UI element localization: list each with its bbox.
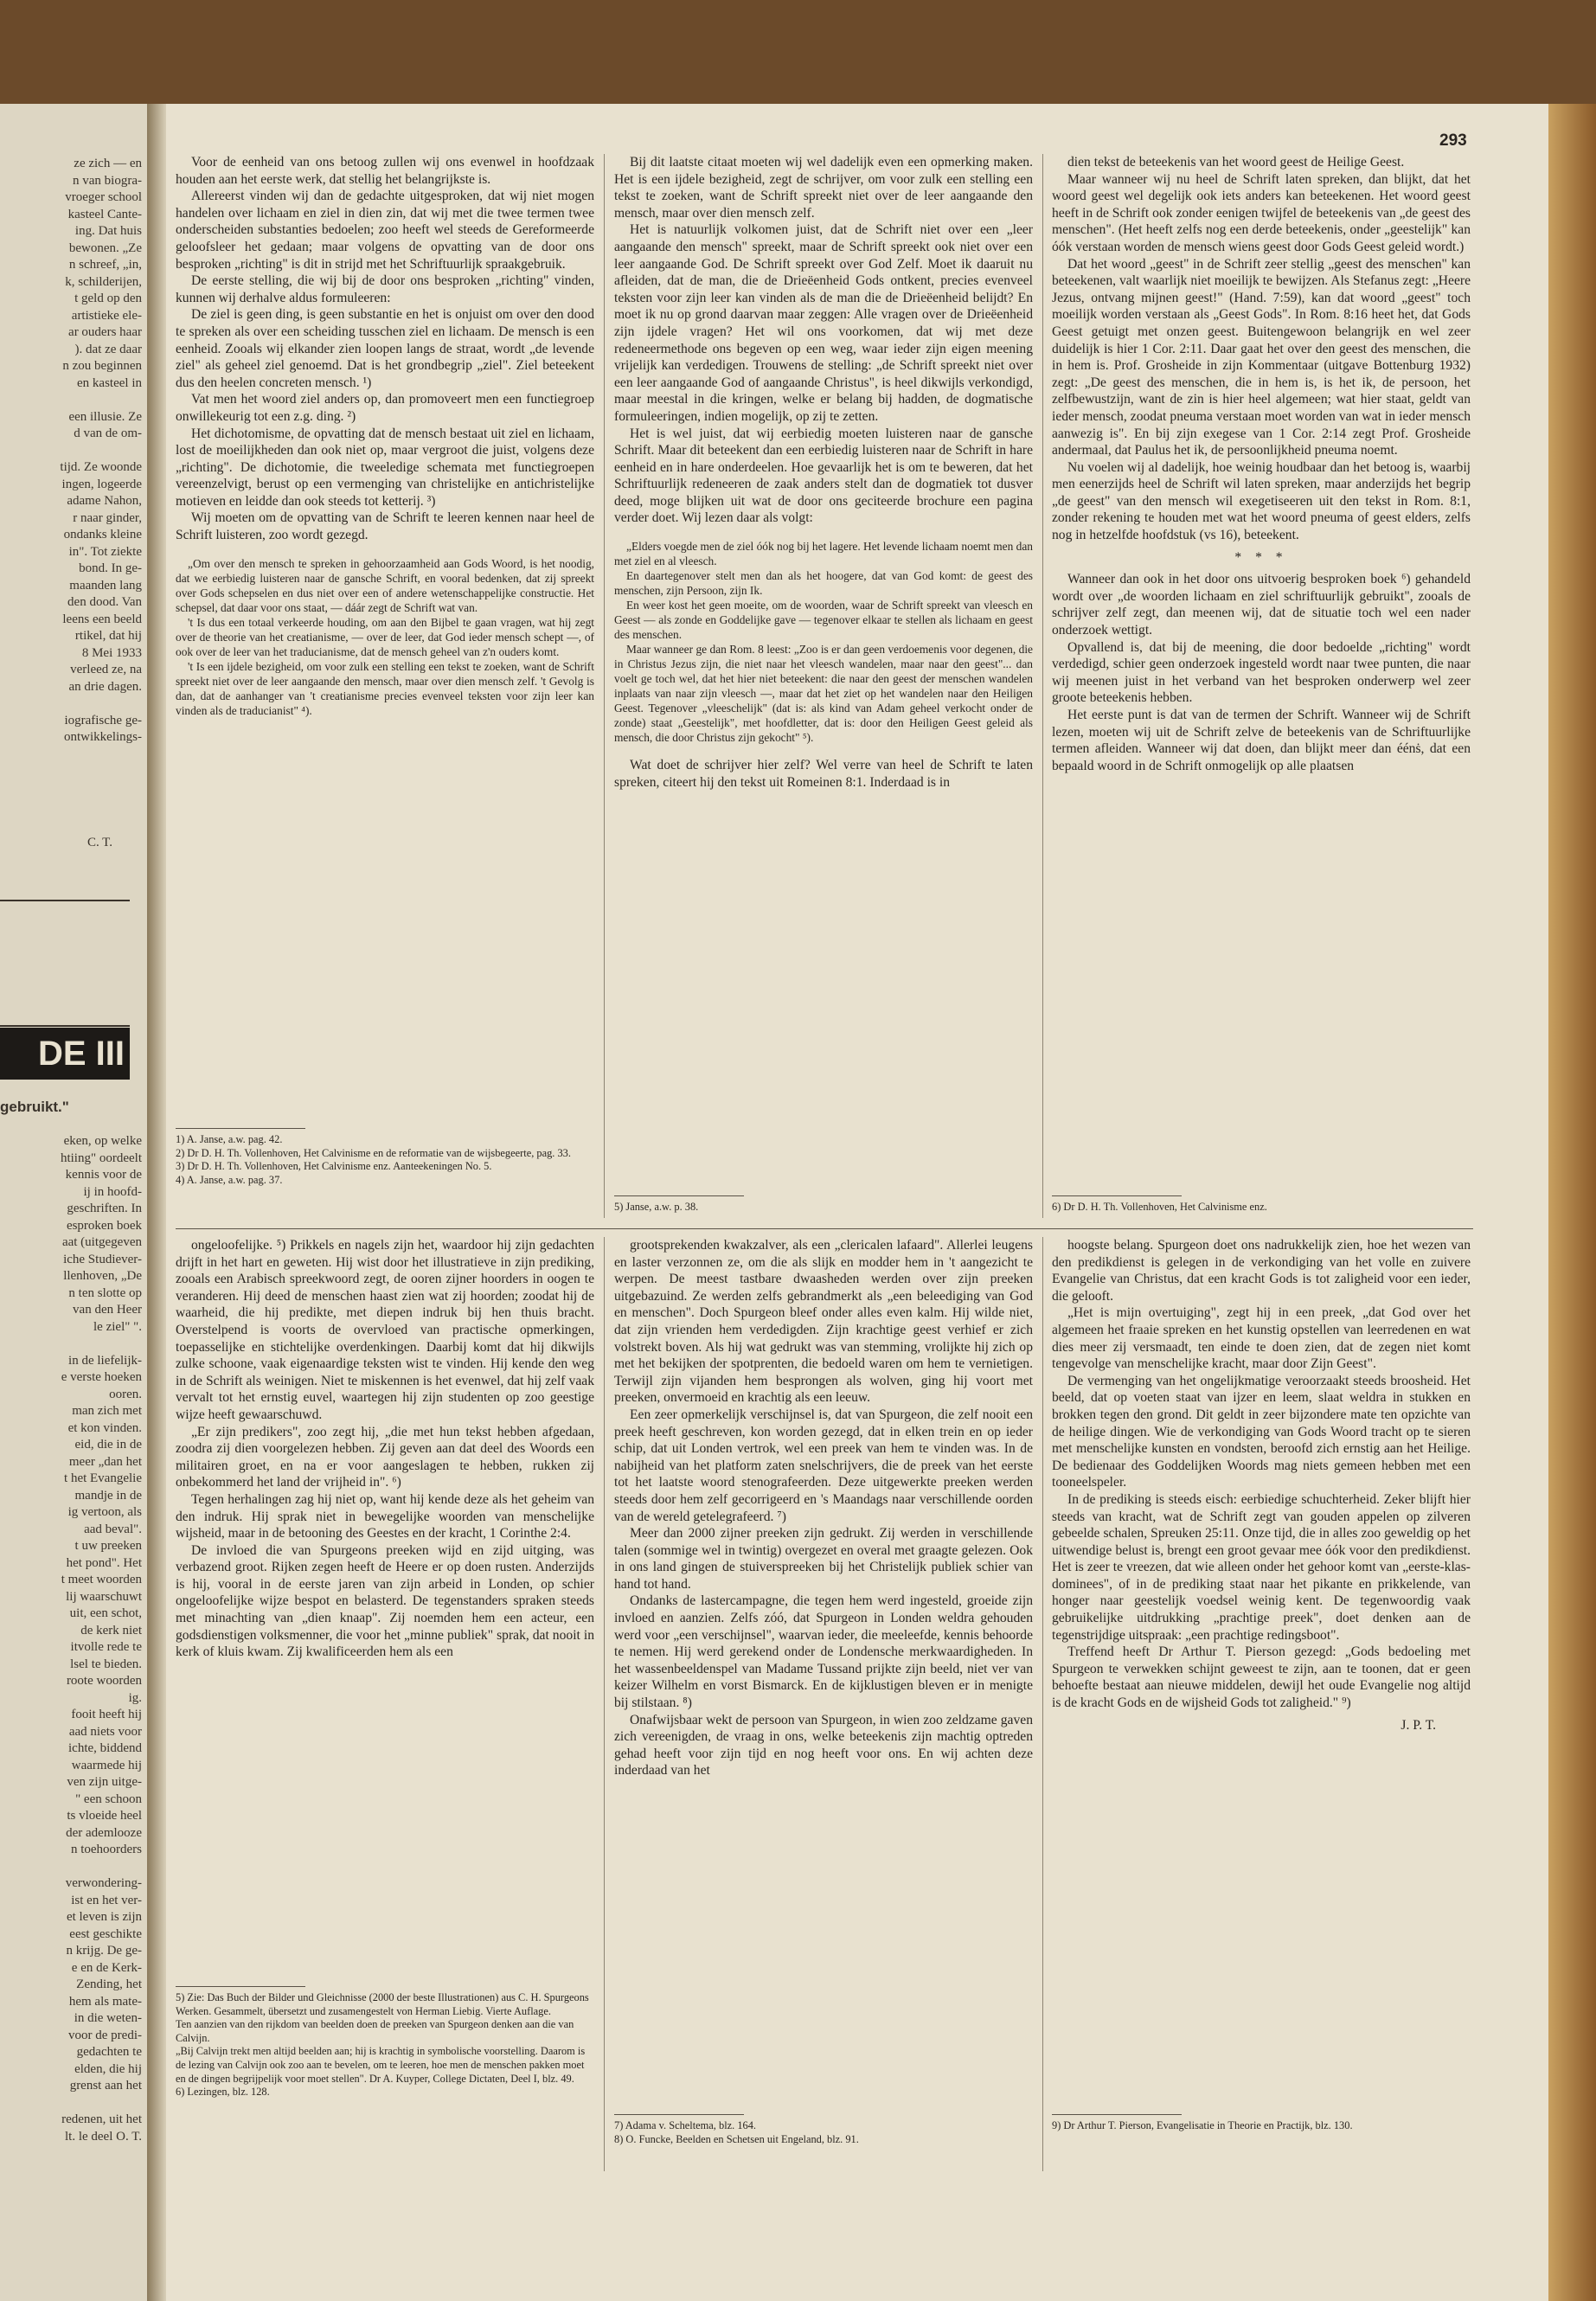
footnote: 4) A. Janse, a.w. pag. 37. xyxy=(176,1173,283,1186)
column-2-bottom-footnotes xyxy=(614,2119,1033,2146)
strip-text-top: ze zich — en n van biogra- vroeger school kasteel Cante- ing. Dat huis bewonen. „Ze n schreef, „in, k, schilderijen, t geld op den artistieke ele- ar ouders haar ). dat ze daar n zou beginnen en kasteel in een illusie. Ze d van de om- tijd. Ze woonde ingen, logeerde adame Nahon, r naar ginder, ondanks kleine in". Tot ziekte bond. In ge- maanden lang den dood. Van leens een beeld rtikel, dat hij 8 Mei 1933 verleed ze, na an drie dagen. iografische ge- ontwikkelings- xyxy=(60,157,142,744)
paragraph: Het dichotomisme, de opvatting dat de mensch bestaat uit ziel en lichaam, lost de moeilijkheden dan ook niet op, maar vergroot die juist, volgens deze „richting". De dichotomie, die tweeledige schemata met functiegroepen vereenzelvigt, berust op een vermenging van christelijke en antichristelijke motieven en leidde dan ook steeds tot ketterij. ³) xyxy=(176,426,594,509)
column-2-after-quote xyxy=(614,757,1033,791)
column-3-after-stars xyxy=(1052,571,1471,774)
paragraph: Meer dan 2000 zijner preeken zijn gedrukt. Zij werden in verschillende talen (sommige wel in twintig) overgezet en overal met graagte gelezen. Ook in ons land gingen de stuiverspreeken bij het Christelijk publiek schier van hand tot hand. xyxy=(614,1526,1033,1592)
footnote: 6) Dr D. H. Th. Vollenhoven, Het Calvinisme enz. xyxy=(1052,1201,1267,1213)
column-1-footnotes xyxy=(176,1133,594,1187)
footnote: 5) Zie: Das Buch der Bilder und Gleichnisse (2000 der beste Illustrationen) aus C. H. Spurgeons Werken. Gesammelt, übersetzt und zusamengestelt von Herman Liebig. Vierte Auflage. xyxy=(176,1991,589,2017)
footnote: Ten aanzien van den rijkdom van beelden doen de preeken van Spurgeon denken aan die van Calvijn. xyxy=(176,2018,574,2044)
column-2-bottom xyxy=(614,1237,1033,2102)
column-2-top-text xyxy=(614,154,1033,527)
paragraph: Onafwijsbaar wekt de persoon van Spurgeon, in wien zoo zeldzame gaven zich vereenigden, de vraag in ons, welke beteekenis zijn machtig optreden gehad heeft voor zijn tijd en nog heeft voor ons. En wij achten deze inderdaad van het xyxy=(614,1712,1033,1779)
paragraph: De ziel is geen ding, is geen substantie en het is onjuist om over den dood te spreken als over een scheiding tusschen ziel en lichaam. De mensch is een eenheid. Zooals wij elkander zien loopen langs de straat, wordt „de levende ziel" als geheel ziel genoemd. Dat is het grondbegrip „ziel". Ziel beteekent dus den heelen concreten mensch. ¹) xyxy=(176,307,594,390)
page-number: 293 xyxy=(1439,131,1467,150)
strip-rule xyxy=(0,1025,130,1027)
paragraph: Wat doet de schrijver hier zelf? Wel verre van heel de Schrift te laten spreken, citeert hij den tekst uit Romeinen 8:1. Inderdaad is in xyxy=(614,758,1033,790)
page-edge xyxy=(1548,104,1596,2301)
paragraph: Treffend heeft Dr Arthur T. Pierson gezegd: „Gods bedoeling met Spurgeon te verwekken schijnt geweest te zijn, aan te toonen, dat er geen behoefte bestaat aan nieuwe middelen, dewijl het oude Evangelie nog altijd is de kracht Gods en de wijsheid Gods tot zaligheid." ⁹) xyxy=(1052,1644,1471,1711)
footnote: 7) Adama v. Scheltema, blz. 164. xyxy=(614,2119,757,2131)
paragraph: Ondanks de lastercampagne, die tegen hem werd ingesteld, groeide zijn invloed en aanzien. Zelfs zóó, dat Spurgeon in Londen weldra gehouden werd voor „een verschijnsel", waarvan ieder, die meeleefde, kennis behoorde te nemen. Hij werd gerekend onder de Londensche merkwaardigheden. In het wassenbeeldenspel van Madame Tussand prijkte zijn beeld, niet ver van keizer Wilhelm en vorst Bismarck. En de kijklustigen bleven er in menigte bij stilstaan. ⁸) xyxy=(614,1593,1033,1711)
paragraph: „Het is mijn overtuiging", zegt hij in een preek, „dat God over het algemeen het fraaie spreken en het kunstig opstellen van leerredenen en wat dies meer zij versmaadt, ten einde te doen zien, dat de zegen niet komt tengevolge van menschelijke kracht, maar door Zijn Geest". xyxy=(1052,1305,1471,1372)
paragraph: „Er zijn predikers", zoo zegt hij, „die met hun tekst hebben afgedaan, zoodra zij dien voorgelezen hebben. Zij geven aan dat deel des Woords een militairen groet, en na er voor aangeslagen te hebben, rukken zij onbekommerd het land der vrijheid in". ⁶) xyxy=(176,1424,594,1490)
quote-paragraph: „Elders voegde men de ziel óók nog bij het lagere. Het levende lichaam noemt men dan met ziel en al vleesch. xyxy=(614,540,1033,568)
paragraph: ongeloofelijke. ⁵) Prikkels en nagels zijn het, waardoor hij zijn gedachten drijft in het hart en geweten. Hij wist door het illustratieve in zijn prediking, zooals een Arabisch spreekwoord zegt, de ooren zijner hoorders in oogen te veranderen. Hij deed de menschen haast zien wat zij hoorden; zoodat hij de waarheid, die hij predikte, met diepen indruk bij hen thuis bracht. Overstelpend is voorts de overvloed van practische opmerkingen, toepasselijke en stichtelijke overdenkingen. Daarbij komt dat hij dikwijls zulke schoone, vaak eigenaardige teksten wist te vinden. Hij kende den weg in de Schrift als weinigen. Niet te miskennen is het evenwel, dat hij zelf vaak vervalt tot het ernstig euvel, waartegen hij zijn studenten op zoo geestige wijze heeft gewaarschuwd. xyxy=(176,1238,594,1422)
column-1-bottom-footnotes xyxy=(176,1991,594,2099)
adjacent-page-strip xyxy=(0,104,152,2301)
column-2-top xyxy=(614,154,1033,1192)
signature: J. P. T. xyxy=(1401,1717,1436,1733)
column-divider xyxy=(1042,154,1043,1218)
column-3-top-text xyxy=(1052,154,1471,544)
quote-paragraph: Maar wanneer ge dan Rom. 8 leest: „Zoo is er dan geen verdoemenis voor degenen, die in Christus Jezus zijn, die niet naar het vleesch wandelen, maar naar den geest"... dan voelt ge toch wel, dat het hier niet beteekent: die naar den geest der menschen wandelen inplaats van naar zijn vleesch —, maar dat het ziet op het wandelen naar den Heiligen Geest. Tegenover „vleeschelijk" (dat is: als kind van Adam geheel verkocht onder de zonde) staat „Geestelijk", met hoofdletter, dat is: door den Heiligen Geest geleid als mensch, die door Christus zijn gekocht" ⁵). xyxy=(614,643,1033,745)
paragraph: Vat men het woord ziel anders op, dan promoveert men een functiegroep onwillekeurig tot een z.g. ding. ²) xyxy=(176,392,594,424)
footnote-rule xyxy=(176,1128,305,1129)
strip-rule xyxy=(0,900,130,901)
footnote-rule xyxy=(1052,1195,1182,1196)
column-1-quote xyxy=(176,556,594,718)
column-3-bottom-footnotes xyxy=(1052,2119,1471,2133)
section-stars: * * * xyxy=(1234,549,1288,565)
column-divider xyxy=(1042,1237,1043,2171)
column-1-top xyxy=(176,154,594,1123)
paragraph: Een zeer opmerkelijk verschijnsel is, dat van Spurgeon, die zelf nooit een preek heeft geschreven, kon worden gezegd, dat in elken trein en op ieder schip, dat uit Londen vertrok, wel een preek van hem te vinden was. In de nabijheid van het platform zaten snelschrijvers, die de preek van het eerste tot het laatste woord stenografeerden. Deze uitgewerkte preeken werden steeds door hem zelf gecorrigeerd en 's Maandags naar verschillende oorden van de wereld getelegrafeerd. ⁷) xyxy=(614,1407,1033,1524)
column-3-top xyxy=(1052,154,1471,1192)
paragraph: Wanneer dan ook in het door ons uitvoerig besproken boek ⁶) gehandeld wordt over „de woorden lichaam en ziel schriftuurlijk gebruikt", zooals de schrijver zelf zegt, dan meenen wij, dat de situatie toch wel een nader onderzoek wettigt. xyxy=(1052,572,1471,638)
footnote: 1) A. Janse, a.w. pag. 42. xyxy=(176,1133,283,1145)
column-1-top-text xyxy=(176,154,594,544)
footnote-rule xyxy=(176,1986,305,1987)
paragraph: In de prediking is steeds eisch: eerbiedige schuchterheid. Zeker blijft hier steeds van kracht, wat de Schrift zegt van gouden appelen op zilveren gebeelde schalen, Spreuken 25:11. Onze tijd, die in alles zoo geweldig op het uitwendige belust is, brengt een groot gevaar mee óók voor den predikdienst. Het is zeer te vreezen, dat wie alleen onder het gehoor komt van „eerste-klas-dominees", of in de prediking staat naar het pikante en prikkelende, van honger naar geestelijk voedsel weinig kent. De tegenwoordig vaak gebruikelijke uitdrukking „prachtige preek", doet denken aan de tegenstrijdige uitspraak: „een prachtige redingsboot". xyxy=(1052,1491,1471,1643)
paragraph: Maar wanneer wij nu heel de Schrift laten spreken, dan blijkt, dat het woord geest wel degelijk ook iets anders kan beteekenen. Het woord geest heeft in de Schrift ook zonder eenigen twijfel de beteekenis van „de geest des menschen". (Het heeft zelfs nog een derde beteekenis, onder „geestelijk" kan óók verstaan worden de mensch wiens geest door Gods Geest geleid wordt.) xyxy=(1052,171,1471,254)
column-divider xyxy=(604,1237,605,2171)
paragraph: Tegen herhalingen zag hij niet op, want hij kende deze als het geheim van den indruk. Hij sprak niet in bewegelijke woorden van menschelijke wijsheid, maar in de betooning des Geestes en der kracht, 1 Corinthe 2:4. xyxy=(176,1491,594,1541)
strip-banner: DE III xyxy=(0,1028,130,1080)
quote-paragraph: En weer kost het geen moeite, om de woorden, waar de Schrift spreekt van vleesch en Geest — als zonde en Goddelijke gave — tegenover elkaar te stellen als lichaam en geest des menschen. xyxy=(614,599,1033,642)
footnote: 9) Dr Arthur T. Pierson, Evangelisatie in Theorie en Practijk, blz. 130. xyxy=(1052,2119,1353,2131)
column-3-bottom xyxy=(1052,1237,1471,2111)
footnote-rule xyxy=(1052,2114,1182,2115)
column-3-bottom-text xyxy=(1052,1237,1471,1712)
paragraph: Het is wel juist, dat wij eerbiedig moeten luisteren naar de gansche Schrift. Maar dit beteekent dan een eerbiedig luisteren naar de Schrift in hare eenheid en in hare onderdeelen. Hoe gevaarlijk het is om te beweren, dat het Schriftuurlijk redeneeren de zaak anders stelt dan de dogmatiek tot dusver deed, moge blijken uit wat de door ons geciteerde brochure een pagina verder doet. Wij lezen daar als volgt: xyxy=(614,426,1033,526)
paragraph: Opvallend is, dat bij de meening, die door bedoelde „richting" wordt verdedigd, schier geen onderzoek ingesteld wordt naar twee punten, die naar wij meenen juist in het verband van het besproken onderwerp wel zeer groote beteekenis hebben. xyxy=(1052,639,1471,706)
paragraph: Nu voelen wij al dadelijk, hoe weinig houdbaar dan het betoog is, waarbij men eenerzijds heel de Schrift wil laten spreken, maar anderzijds het begrip „de geest" van den mensch wil exegetiseeren uit den tekst in Rom. 8:1, zonder rekening te houden met wat het woord pneuma of geest elders, zelfs nog in hetzelfde hoofdstuk (vs 16), beteekent. xyxy=(1052,459,1471,543)
footnote: 5) Janse, a.w. p. 38. xyxy=(614,1201,699,1213)
quote-paragraph: 't Is een ijdele bezigheid, om voor zulk een stelling een tekst te zoeken, want de Schrift spreekt niet over de leer aangaande den mensch, maar over dien mensch zelf. 't Gevolg is dan, dat de aanhanger van 't creatianisme precies evenveel teksten voor zijn leer kan vinden als de traducianist" ⁴). xyxy=(176,659,594,717)
paragraph: Dat het woord „geest" in de Schrift zeer stellig „geest des menschen" kan beteekenen, valt waarlijk niet moeilijk te bewijzen. Als Stefanus zegt: „Heere Jezus, ontvang mijnen geest!" (Hand. 7:59), kan dat woord „geest" toch moeilijk worden verstaan als „Geest Gods". In Rom. 8:16 heet het, dat Gods Geest getuigt met onzen geest. Buitengewoon belangrijk en wel zeer duidelijk is hier 1 Cor. 2:11. Daar gaat het over den geest des menschen, die in hem is. Prof. Grosheide in zijn Kommentaar (uitgave Bottenburg 1932) zegt: „De geest des menschen, die in hem is, is het ik, de persoon, het zelfbewustzijn, want de zin is hier heel algemeen; wat hier staat, geldt van ieder mensch, zoodat pneuma verstaan moet worden van wat in ieder mensch aanwezig is". En bij zijn exegese van 1 Cor. 2:14 zegt Prof. Grosheide andermaal, dat Paulus het ik, de persoonlijkheid pneuma noemt. xyxy=(1052,256,1471,458)
column-3-footnotes xyxy=(1052,1201,1471,1215)
strip-initials: C. T. xyxy=(87,836,112,849)
binding-shadow xyxy=(147,104,166,2301)
paragraph: Allereerst vinden wij dan de gedachte uitgesproken, dat wij niet mogen handelen over lichaam en ziel in dien zin, dat wij met die twee termen twee onderscheiden substanties bedoelen; zoo heeft wel steeds de Gereformeerde geloofsleer het gedaan; maar volgens de opvatting van de door ons besproken „richting" is dit in strijd met het Schriftuurlijk spraakgebruik. xyxy=(176,189,594,272)
paragraph: Wij moeten om de opvatting van de Schrift te leeren kennen naar heel de Schrift luisteren, zoo wordt gezegd. xyxy=(176,510,594,543)
column-1-bottom xyxy=(176,1237,594,1981)
footnote: „Bij Calvijn trekt men altijd beelden aan; hij is krachtig in symbolische voorstelling. Daarom is de lezing van Calvijn ook zoo aan te bevelen, om te leeren, hoe men de menschen pakken moet en de dingen begrijpelijk voor moet stellen". Dr A. Kuyper, College Dictaten, Deel I, blz. 49. xyxy=(176,2045,586,2085)
paragraph: hoogste belang. Spurgeon doet ons nadrukkelijk zien, hoe het wezen van den predikdienst is gelegen in de verkondiging van het volle en zuivere Evangelie van Christus, dat een kracht Gods is tot zaligheid voor een ieder, die gelooft. xyxy=(1052,1238,1471,1304)
paragraph: Het eerste punt is dat van de termen der Schrift. Wanneer wij de Schrift lezen, moeten wij uit de Schrift zelve de beteekenis van de Schriftuurlijke termen afleiden. Wanneer wij dat doen, dan blijkt meer dan éénṡ, dat een bepaald woord in de Schrift onmogelijk op alle plaatsen xyxy=(1052,708,1471,773)
paragraph: Voor de eenheid van ons betoog zullen wij ons evenwel in hoofdzaak houden aan het eerste werk, dat stellig het belangrijkste is. xyxy=(176,155,594,187)
footnote: 2) Dr D. H. Th. Vollenhoven, Het Calvinisme en de reformatie van de wijsbegeerte, pag. 33. xyxy=(176,1146,571,1159)
strip-bold-fragment: gebruikt." xyxy=(0,1099,69,1115)
quote-paragraph: „Om over den mensch te spreken in gehoorzaamheid aan Gods Woord, is het noodig, dat we eerbiedig luisteren naar de gansche Schrift, en vooral bedenken, dat zij spreekt over Gods schepselen en dus niet over een of andere wetenschappelijke constructie. Het schepsel, dat daar voor ons staat, — dáár zegt de Schrift wat van. xyxy=(176,556,594,614)
column-2-footnotes xyxy=(614,1201,1033,1215)
quote-paragraph: En daartegenover stelt men dan als het hoogere, dat van God komt: de geest des menschen, zijn Persoon, zijn Ik. xyxy=(614,569,1033,598)
paragraph: Bij dit laatste citaat moeten wij wel dadelijk even een opmerking maken. Het is een ijdele bezigheid, zegt de schrijver, om voor zulk een stelling een tekst te zoeken, want de Schrift spreekt niet over de leer aangaande den mensch, maar over dien mensch zelf. xyxy=(614,155,1033,221)
paragraph: De invloed die van Spurgeons preeken wijd en zijd uitging, was verbazend groot. Rijken zegen heeft de Heere er op doen rusten. Anderzijds is hij, vooral in de eerste jaren van zijn arbeid in Londen, op schier ongeloofelijke wijze bespot en belasterd. De tegenstanders spraken steeds met minachting van „dien knaap". Zij noemden hem een acteur, een godsdienstigen volksmenner, die voor het „minne publiek" sprak, dat nooit in kerk of kluis kwam. Zij kwalificeerden hem als een xyxy=(176,1542,594,1660)
quote-paragraph: 't Is dus een totaal verkeerde houding, om aan den Bijbel te gaan vragen, wat hij zegt over de theorie van het creatianisme, — over de leer, dat God ieder mensch schept —, of ook over de leer van het traducianisme, dat de mensch geheel van z'n ouders komt. xyxy=(176,615,594,658)
footnote: 3) Dr D. H. Th. Vollenhoven, Het Calvinisme enz. Aanteekeningen No. 5. xyxy=(176,1160,492,1173)
column-divider xyxy=(604,154,605,1218)
paragraph: dien tekst de beteekenis van het woord geest de Heilige Geest. xyxy=(1067,155,1405,170)
section-divider xyxy=(176,1228,1473,1229)
paragraph: grootsprekenden kwakzalver, als een „clericalen lafaard". Allerlei leugens en laster verzonnen ze, om die als slijk en modder hem in 't aangezicht te werpen. De meest tastbare dwaasheden werden over zijn preeken uitgebazuind. Ze werden zelfs gebrandmerkt als „een beleediging van God en menschen". Doch Spurgeon bleef onder alles even kalm. Hij wilde niet, dat zijn vrienden hem verdedigden. Zijn krachtige geest verhief er zich volstrekt boven. Als hij wat gedrukt was van stemming, vrolijkte hij zich op met het bekijken der spotprenten, die bedoeld waren om hem te vernietigen. Terwijl zijn vijanden hem besprongen als wolven, ging hij voort met preeken, onvermoeid en krachtig als een leeuw. xyxy=(614,1238,1033,1406)
paragraph: De vermenging van het ongelijkmatige veroorzaakt steeds broosheid. Het beeld, dat op voeten staat van ijzer en leem, slaat weldra in stukken en brokken tegen den grond. Dit geldt in zeer bijzondere mate ten opzichte van de heilige dingen. Wie de verkondiging van Gods Woord tracht op te sieren met menschelijke kunsten en vondsten, beroofd zich ernstig aan het Heilige. De bedienaar des Goddelijken Woords mag niets gemeen hebben met een tooneelspeler. xyxy=(1052,1373,1471,1490)
footnote-rule xyxy=(614,1195,744,1196)
paragraph: De eerste stelling, die wij bij de door ons besproken „richting" vinden, kunnen wij derhalve aldus formuleeren: xyxy=(176,273,594,305)
column-2-quote xyxy=(614,539,1033,745)
paragraph: Het is natuurlijk volkomen juist, dat de Schrift niet over een „leer aangaande den mensch" spreekt, maar de Schrift spreekt ook niet over een leer aangaande God. De Schrift spreekt over God Zelf. Moet ik daaruit nu afleiden, dat de man, die de Drieëenheid Gods ontkent, precies evenveel teksten voor zijn leer kan vinden als de man die de Drieëenheid belijdt? En moet ik nu op grond daarvan maar zeggen: Alle vragen over de Drieëenheid zijn ijdele vragen? Het wil ons voorkomen, dat wij met deze redeneermethode ons begeven op een weg, waar ieder zijn eigen meening vrijelijk kan verdedigen. Trouwens de stelling: „de Schrift spreekt niet over een leer aangaande God of aangaande Christus", is heel dikwijls verkondigd, maar meestal in die kringen, welke er belang bij hadden, de dogmatische formuleeringen, indien mogelijk, op zij te zetten. xyxy=(614,222,1033,424)
strip-text-bottom: eken, op welke htiing" oordeelt kennis voor de ij in hoofd- geschriften. In esproken boek aat (uitgegeven iche Studiever- llenhoven, „De n ten slotte op van den Heer le ziel" ". in de liefelijk- e verste hoeken ooren. man zich met et kon vinden. eid, die in de meer „dan het t het Evangelie mandje in de ig vertoon, als aad beval". t uw preeken het pond". Het t meet woorden lij waarschuwt uit, een schot, de kerk niet itvolle rede te lsel te bieden. roote woorden ig. fooit heeft hij aad niets voor ichte, biddend waarmede hij ven zijn uitge- " een schoon ts vloeide heel der ademlooze n toehoorders verwondering- ist en het ver- et leven is zijn eest geschikte n krijg. De ge- e en de Kerk- Zending, het hem als mate- in die weten- voor de predi- gedachten te elden, die hij grenst aan het redenen, uit het lt. le deel O. T. xyxy=(60,1134,142,2144)
footnote: 8) O. Funcke, Beelden en Schetsen uit Engeland, blz. 91. xyxy=(614,2132,859,2145)
footnote: 6) Lezingen, blz. 128. xyxy=(176,2086,270,2099)
footnote-rule xyxy=(614,2114,744,2115)
